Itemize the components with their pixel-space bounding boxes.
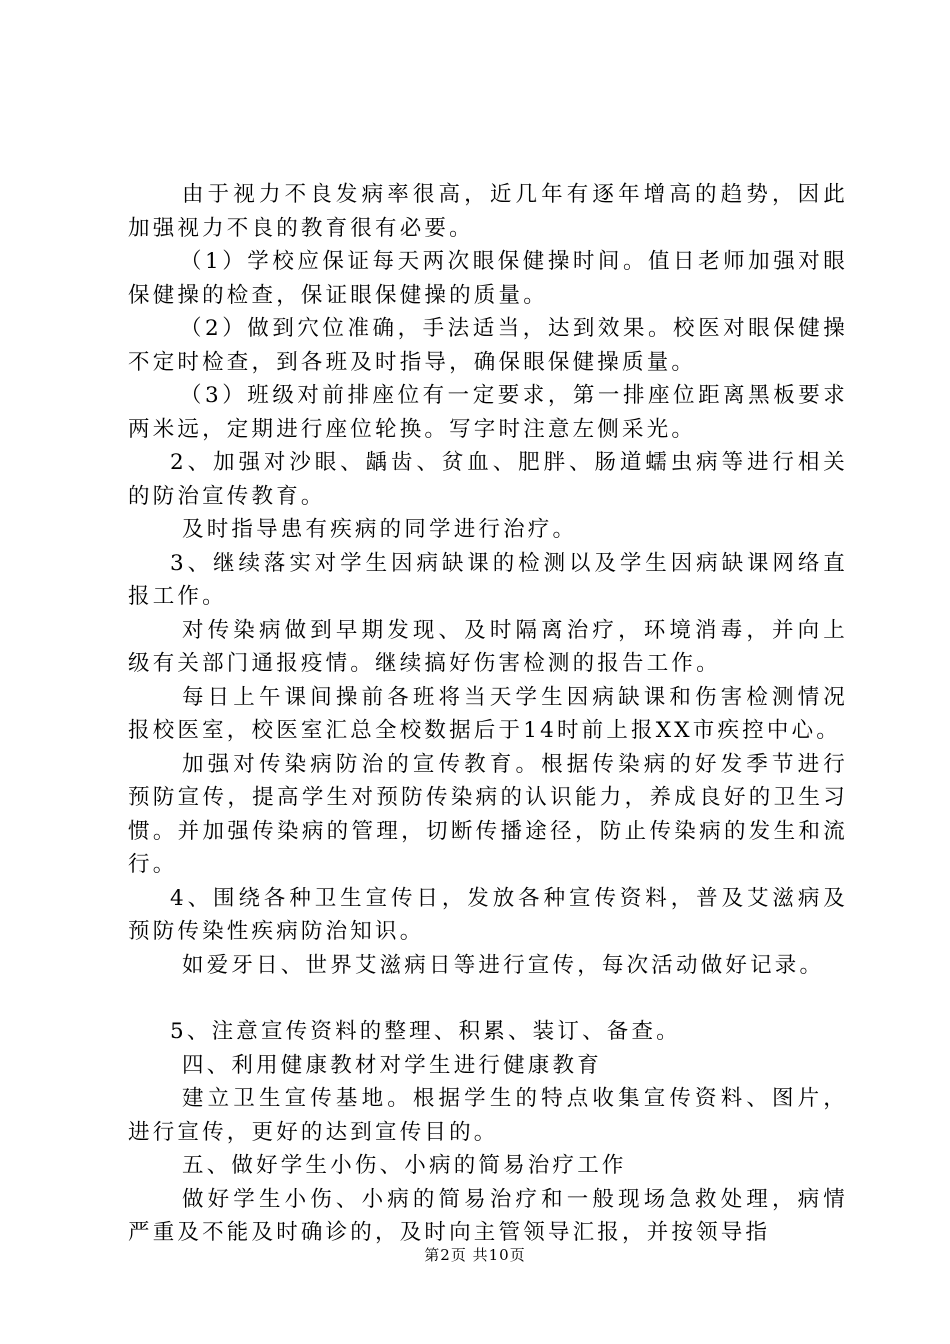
heading-part-5: 五、做好学生小伤、小病的简易治疗工作 — [182, 1153, 627, 1178]
paragraph-treatment: 及时指导患有疾病的同学进行治疗。 — [182, 517, 578, 542]
paragraph-vision-intro: 由于视力不良发病率很高，近几年有逐年增高的趋势，因此加强视力不良的教育很有必要。 — [128, 182, 848, 241]
paragraph-daily-report: 每日上午课间操前各班将当天学生因病缺课和伤害检测情况报校医室，校医室汇总全校数据后于14时前上报XX市疾控中心。 — [128, 684, 848, 743]
paragraph-infectious-early: 对传染病做到早期发现、及时隔离治疗，环境消毒，并向上级有关部门通报疫情。继续搞好伤害检测的报告工作。 — [128, 617, 848, 676]
paragraph-first-aid: 做好学生小伤、小病的简易治疗和一般现场急救处理，病情严重及不能及时确诊的，及时向主管领导汇报，并按领导指 — [128, 1186, 848, 1245]
paragraph-item-3: （3）班级对前排座位有一定要求，第一排座位距离黑板要求两米远，定期进行座位轮换。写字时注意左侧采光。 — [128, 383, 848, 442]
heading-part-4: 四、利用健康教材对学生进行健康教育 — [182, 1052, 602, 1078]
paragraph-item-2: （2）做到穴位准确，手法适当，达到效果。校医对眼保健操不定时检查，到各班及时指导，确保眼保健操质量。 — [128, 316, 848, 375]
page-number-footer: 第2页 共10页 — [424, 1246, 526, 1264]
paragraph-section-2: 2、加强对沙眼、龋齿、贫血、肥胖、肠道蠕虫病等进行相关的防治宣传教育。 — [128, 450, 848, 509]
paragraph-section-4: 4、围绕各种卫生宣传日，发放各种宣传资料，普及艾滋病及预防传染性疾病防治知识。 — [128, 885, 848, 944]
paragraph-section-5: 5、注意宣传资料的整理、积累、装订、备查。 — [170, 1019, 681, 1044]
paragraph-section-3: 3、继续落实对学生因病缺课的检测以及学生因病缺课网络直报工作。 — [128, 550, 848, 609]
document-body — [128, 178, 848, 1250]
paragraph-awareness-days: 如爱牙日、世界艾滋病日等进行宣传，每次活动做好记录。 — [182, 952, 825, 978]
paragraph-infectious-education: 加强对传染病防治的宣传教育。根据传染病的好发季节进行预防宣传，提高学生对预防传染病的认识能力，养成良好的卫生习惯。并加强传染病的管理，切断传播途径，防止传染病的发生和流行。 — [128, 751, 848, 877]
paragraph-publicity-base: 建立卫生宣传基地。根据学生的特点收集宣传资料、图片，进行宣传，更好的达到宣传目的。 — [128, 1086, 848, 1145]
paragraph-item-1: （1）学校应保证每天两次眼保健操时间。值日老师加强对眼保健操的检查，保证眼保健操的质量。 — [128, 249, 848, 308]
